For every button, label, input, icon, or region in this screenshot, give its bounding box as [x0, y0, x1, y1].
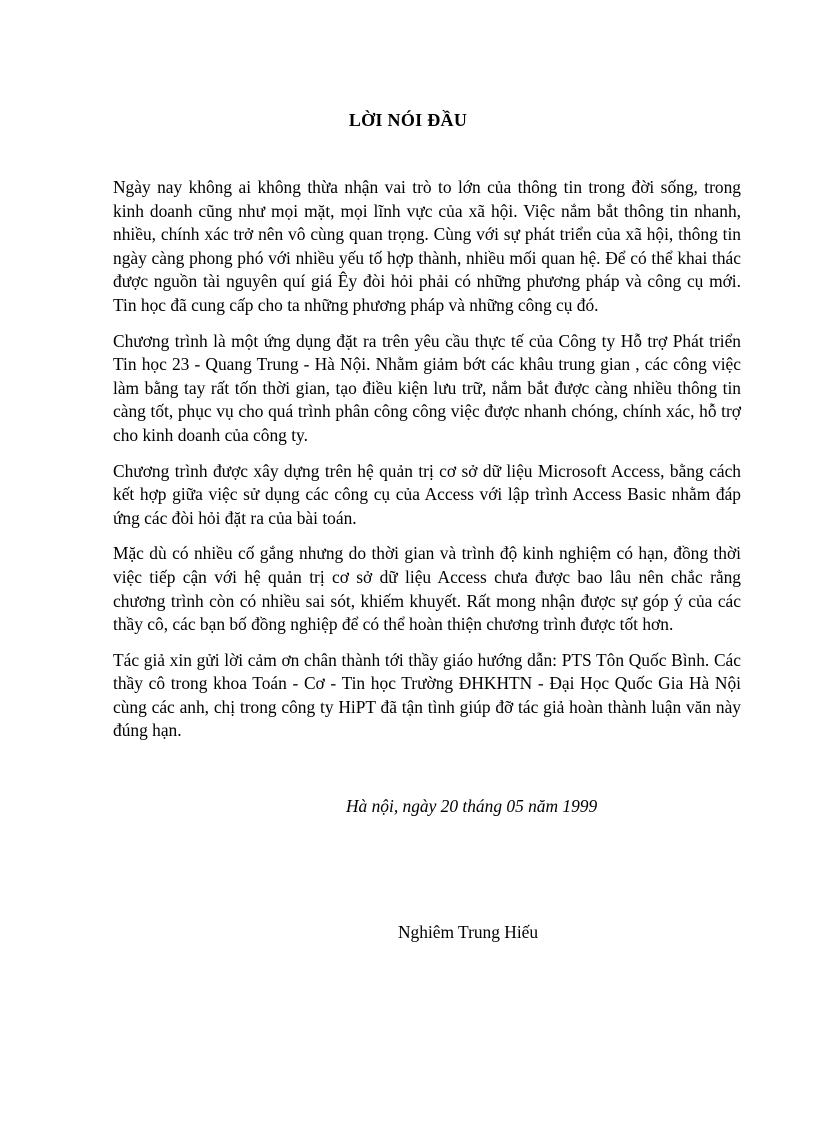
- paragraph-1: Ngày nay không ai không thừa nhận vai trò to lớn của thông tin trong đời sống, trong kinh doanh cũng như mọi mặt, mọi lĩnh vực của xã hội. Việc nắm bắt thông tin nhanh, nhiều, chính xác trở nên vô cùng quan trọng. Cùng với sự phát triển của xã hội, thông tin ngày càng phong phó với nhiều yếu tố hợp thành, nhiều mối quan hệ. Để có thể khai thác được nguồn tài nguyên quí giá Êy đòi hỏi phải có những phương pháp và công cụ mới. Tin học đã cung cấp cho ta những phương pháp và những công cụ đó.: [113, 177, 741, 315]
- author-signature: Nghiêm Trung Hiếu: [398, 922, 539, 942]
- paragraph-4: Mặc dù có nhiều cố gắng nhưng do thời gian và trình độ kinh nghiệm có hạn, đồng thời việc tiếp cận với hệ quản trị cơ sở dữ liệu Access chưa được bao lâu nên chắc rằng chương trình còn có nhiều sai sót, khiếm khuyết. Rất mong nhận được sự góp ý của các thầy cô, các bạn bố đồng nghiệp để có thể hoàn thiện chương trình được tốt hơn.: [113, 543, 741, 635]
- paragraph-2: Chương trình là một ứng dụng đặt ra trên yêu cầu thực tế của Công ty Hỗ trợ Phát triển Tin học 23 - Quang Trung - Hà Nội. Nhằm giảm bớt các khâu trung gian , các công việc làm bằng tay rất tốn thời gian, tạo điều kiện lưu trữ, nắm bắt được càng nhiều thông tin càng tốt, phục vụ cho quá trình phân công công việc được nhanh chóng, chính xác, hỗ trợ cho kinh doanh của công ty.: [113, 330, 741, 445]
- paragraph-3: Chương trình được xây dựng trên hệ quản trị cơ sở dữ liệu Microsoft Access, bằng cách kết hợp giữa việc sử dụng các công cụ của Access với lập trình Access Basic nhằm đáp ứng các đòi hỏi đặt ra của bài toán.: [113, 460, 741, 528]
- document-body: [113, 176, 741, 755]
- document-title: LỜI NÓI ĐẦU: [348, 110, 468, 130]
- paragraph-5: Tác giả xin gửi lời cảm ơn chân thành tới thầy giáo hướng dẫn: PTS Tôn Quốc Bình. Các thầy cô trong khoa Toán - Cơ - Tin học Trường ĐHKHTN - Đại Học Quốc Gia Hà Nội cùng các anh, chị trong công ty HiPT đã tận tình giúp đỡ tác giả hoàn thành luận văn này đúng hạn.: [113, 649, 741, 741]
- date-line: Hà nội, ngày 20 tháng 05 năm 1999: [346, 796, 598, 816]
